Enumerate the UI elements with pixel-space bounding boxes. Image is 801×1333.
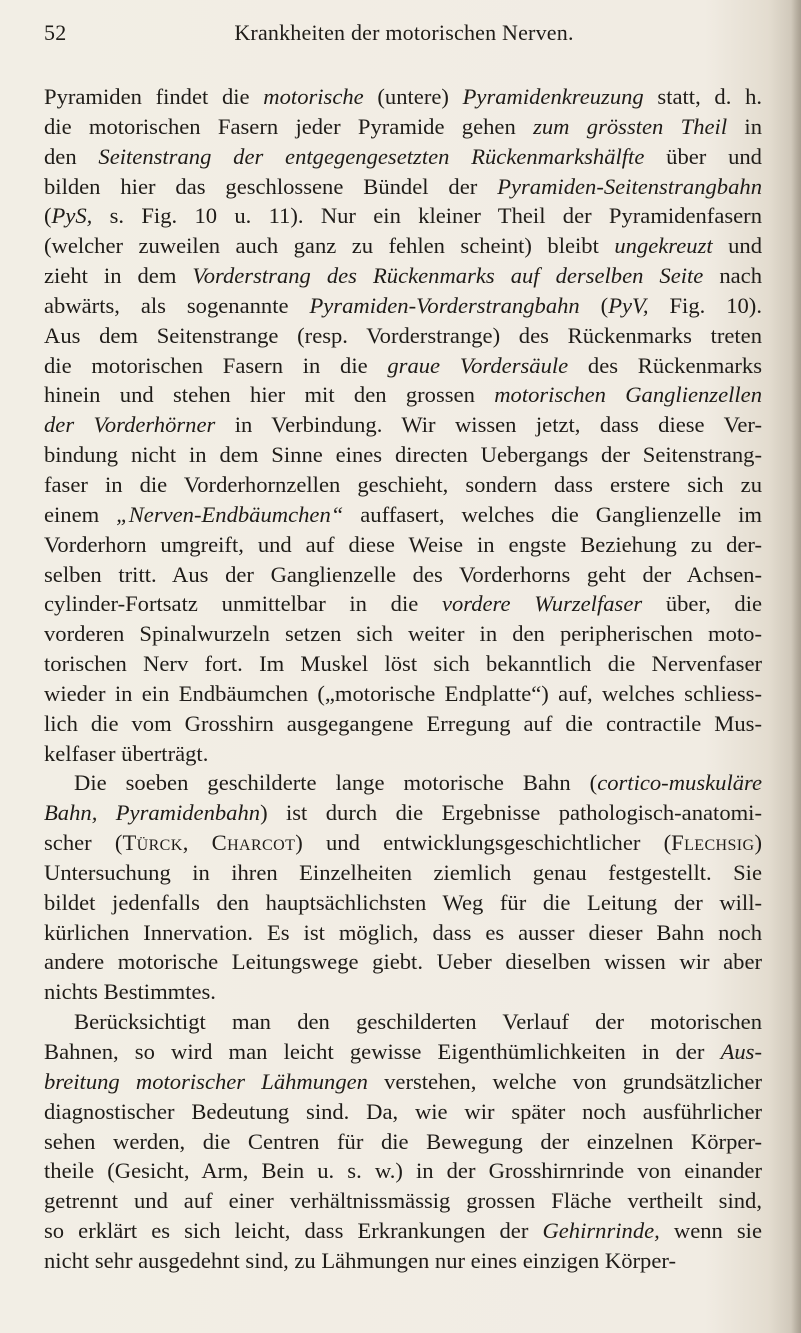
text-segment: über, die (642, 591, 762, 617)
italic-text: Gehirnrinde, (542, 1218, 660, 1244)
italic-text: vordere Wurzelfaser (441, 591, 643, 617)
text-line (44, 679, 762, 709)
text-line (44, 858, 762, 888)
italic-text: der Vorderhörner (44, 412, 216, 438)
text-line (44, 351, 762, 381)
text-segment: Die soeben geschilderte lange motorische Bahn ( (74, 770, 598, 796)
text-segment: Bahnen, so wird man leicht gewisse Eigenthümlichkeiten in der (44, 1039, 721, 1064)
italic-text: PyS, (51, 203, 93, 229)
text-segment: Aus dem Seitenstrange (resp. Vorderstrange) des Rückenmarks treten (44, 322, 762, 348)
italic-text: breitung motorischer Lähmungen (44, 1068, 368, 1094)
text-segment: in (727, 113, 762, 139)
italic-text: Bahn, Pyramidenbahn (44, 800, 261, 826)
small-caps-name: Flechsig (671, 830, 755, 856)
text-line (44, 739, 762, 769)
italic-text: motorischen Ganglienzellen (494, 382, 762, 408)
text-line (44, 798, 762, 828)
italic-text: Pyramiden-Vorderstrangbahn (309, 292, 580, 318)
text-segment: nicht sehr ausgedehnt sind, zu Lähmungen nur eines einzigen Körper- (44, 1247, 676, 1273)
small-caps-name: Türck (122, 830, 183, 856)
text-segment: wenn sie (659, 1218, 762, 1244)
text-line (44, 470, 762, 500)
running-head: Krankheiten der motorischen Nerven. (234, 20, 574, 45)
text-line (44, 321, 762, 351)
text-segment: getrennt und auf einer verhältnissmässig grossen Fläche vertheilt sind, (44, 1188, 762, 1214)
text-segment: bilden hier das geschlossene Bündel der (44, 173, 498, 199)
text-segment: hinein und stehen hier mit den grossen (44, 382, 495, 408)
text-line (44, 1067, 762, 1097)
text-segment: die motorischen Fasern in die (44, 352, 388, 378)
italic-text: Aus- (720, 1039, 762, 1064)
text-line (44, 82, 762, 112)
italic-text: graue Vordersäule (387, 352, 569, 378)
text-line (44, 1186, 762, 1216)
text-segment: vorderen Spinalwurzeln setzen sich weiter in den peripherischen moto- (44, 621, 762, 647)
small-caps-name: Charcot (211, 830, 296, 856)
text-segment: Fig. 10). (648, 292, 762, 318)
text-segment: ) und entwicklungsgeschichtlicher ( (295, 830, 672, 856)
text-segment: wieder in ein Endbäumchen („motorische Endplatte“) auf, welches schliess- (44, 680, 762, 706)
text-segment: s. Fig. 10 u. 11). Nur ein kleiner Theil der Pyramidenfasern (92, 203, 762, 229)
text-segment: torischen Nerv fort. Im Muskel löst sich bekanntlich die Nervenfaser (44, 651, 762, 677)
text-segment: die motorischen Fasern jeder Pyramide gehen (44, 113, 534, 139)
text-segment: theile (Gesicht, Arm, Bein u. s. w.) in der Grosshirnrinde von einander (44, 1158, 762, 1184)
text-line (44, 1156, 762, 1186)
text-segment: zieht in dem (44, 263, 193, 289)
text-line (44, 1037, 762, 1067)
text-segment: den (44, 143, 99, 169)
text-segment: nach (703, 263, 762, 289)
text-segment: auffasert, welches die Ganglienzelle im (343, 501, 762, 527)
text-line (44, 440, 762, 470)
text-line (44, 231, 762, 261)
italic-text: zum grössten Theil (533, 113, 728, 139)
page-header (44, 18, 764, 48)
text-line (44, 261, 762, 291)
page-number: 52 (44, 20, 67, 45)
text-line (44, 589, 762, 619)
text-segment: , (182, 830, 212, 856)
page-edge-shadow (791, 0, 801, 1333)
text-line (44, 1216, 762, 1246)
text-segment: kürlichen Innervation. Es ist möglich, dass es ausser dieser Bahn noch (44, 919, 762, 945)
text-line (44, 201, 762, 231)
text-segment: ) ist durch die Ergebnisse pathologisch-anatomi- (260, 800, 762, 826)
text-segment: kelfaser überträgt. (44, 740, 209, 766)
text-line (44, 1007, 762, 1037)
text-segment: selben tritt. Aus der Ganglienzelle des Vorderhorns geht der Achsen- (44, 561, 762, 587)
text-line (44, 500, 762, 530)
text-segment: diagnostischer Bedeutung sind. Da, wie wir später noch ausführlicher (44, 1098, 762, 1124)
text-segment: faser in die Vorderhornzellen geschieht, sondern dass erstere sich zu (44, 471, 762, 497)
text-line (44, 977, 762, 1007)
text-line (44, 291, 762, 321)
italic-text: Seitenstrang der entgegengesetzten Rückenmarkshälfte (98, 143, 645, 169)
text-line (44, 380, 762, 410)
italic-text: PyV, (608, 292, 649, 318)
text-line (44, 142, 762, 172)
italic-text: ungekreuzt (614, 233, 713, 259)
text-line (44, 172, 762, 202)
italic-text: motorische (263, 84, 364, 109)
text-segment: sehen werden, die Centren für die Bewegung der einzelnen Körper- (44, 1128, 762, 1154)
text-segment: ) (754, 830, 762, 856)
italic-text: cortico-muskuläre (597, 770, 762, 796)
text-line (44, 560, 762, 590)
italic-text: Pyramidenkreuzung (462, 84, 644, 109)
text-segment: Berücksichtigt man den geschilderten Verlauf der motorischen (74, 1009, 762, 1035)
text-line (44, 768, 762, 798)
text-segment: bildet jedenfalls den hauptsächlichsten Weg für die Leitung der will- (44, 889, 762, 915)
text-segment: ( (579, 292, 609, 318)
text-segment: abwärts, als sogenannte (44, 292, 310, 318)
text-segment: nichts Bestimmtes. (44, 979, 216, 1005)
text-segment: ( (44, 203, 52, 229)
text-segment: Untersuchung in ihren Einzelheiten ziemlich genau festgestellt. Sie (44, 859, 762, 885)
text-segment: bindung nicht in dem Sinne eines directen Uebergangs der Seitenstrang- (44, 442, 762, 468)
text-line (44, 1246, 762, 1276)
text-line (44, 619, 762, 649)
text-line (44, 918, 762, 948)
text-segment: Vorderhorn umgreift, und auf diese Weise in engste Beziehung zu der- (44, 531, 762, 557)
text-line (44, 947, 762, 977)
text-line (44, 709, 762, 739)
text-segment: über und (644, 143, 762, 169)
text-line (44, 410, 762, 440)
text-segment: andere motorische Leitungswege giebt. Ueber dieselben wissen wir aber (44, 949, 762, 975)
text-segment: lich die vom Grosshirn ausgegangene Erregung auf die contractile Mus- (44, 710, 762, 736)
text-segment: cylinder-Fortsatz unmittelbar in die (44, 591, 442, 617)
text-segment: einem (44, 501, 117, 527)
text-line (44, 649, 762, 679)
text-segment: Pyramiden findet die (44, 84, 264, 109)
text-segment: statt, d. h. (643, 84, 762, 109)
text-line (44, 112, 762, 142)
text-line (44, 828, 762, 858)
text-segment: (untere) (363, 84, 463, 109)
text-line (44, 1097, 762, 1127)
italic-text: „Nerven-Endbäumchen“ (116, 501, 344, 527)
text-line (44, 1127, 762, 1157)
italic-text: Pyramiden-Seitenstrangbahn (497, 173, 762, 199)
text-segment: in Verbindung. Wir wissen jetzt, dass diese Ver- (215, 412, 762, 438)
text-segment: des Rückenmarks (568, 352, 762, 378)
text-line (44, 888, 762, 918)
body-text (44, 82, 762, 1276)
text-segment: so erklärt es sich leicht, dass Erkrankungen der (44, 1218, 543, 1244)
text-segment: (welcher zuweilen auch ganz zu fehlen scheint) bleibt (44, 233, 615, 259)
text-segment: verstehen, welche von grundsätzlicher (367, 1068, 762, 1094)
text-line (44, 530, 762, 560)
text-segment: und (712, 233, 762, 259)
text-segment: scher ( (44, 830, 123, 856)
italic-text: Vorderstrang des Rückenmarks auf derselben Seite (192, 263, 704, 289)
